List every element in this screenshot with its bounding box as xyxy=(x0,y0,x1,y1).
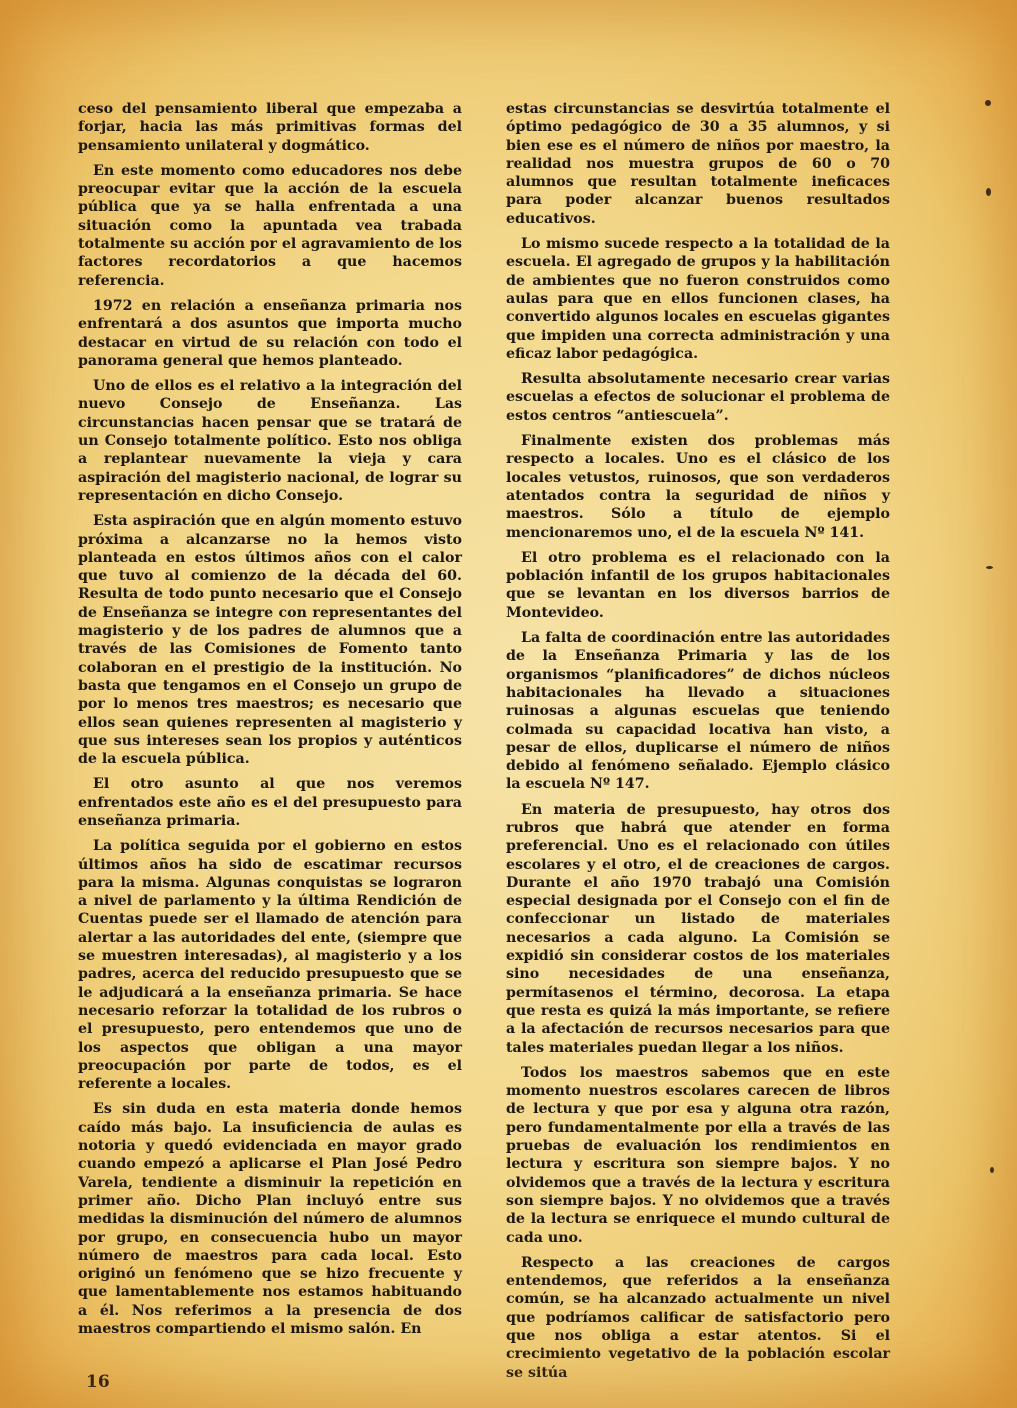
paragraph: Respecto a las creaciones de cargos entendemos, que referidos a la enseñanza común, se ha alcanzado actualmente un nivel que podríamos calificar de satisfactorio pero que nos obliga a estar atentos. Si el crecimiento vegetativo de la población escolar se sitúa xyxy=(506,1254,890,1381)
paragraph: Finalmente existen dos problemas más respecto a locales. Uno es el clásico de los locales vetustos, ruinosos, que son verdaderos atentados contra la seguridad de niños y maestros. Sólo a título de ejemplo mencionaremos uno, el de la escuela Nº 141. xyxy=(506,433,890,541)
paragraph: Es sin duda en esta materia donde hemos caído más bajo. La insuficiencia de aulas es notoria y quedó evidenciada en mayor grado cuando empezó a aplicarse el Plan José Pedro Varela, tendiente a disminuir la repetición en primer año. Dicho Plan incluyó entre sus medidas la disminución del número de alumnos por grupo, en consecuencia hubo un mayor número de maestros para cada local. Esto originó un fenómeno que se hizo frecuente y que lamentablemente nos estamos habituando a él. Nos referimos a la presencia de dos maestros compartiendo el mismo salón. En xyxy=(78,1101,462,1337)
paragraph: La falta de coordinación entre las autoridades de la Enseñanza Primaria y las de los organismos “planificadores” de dichos núcleos habitacionales ha llevado a situaciones ruinosas a algunas escuelas que teniendo colmada su capacidad locativa han visto, a pesar de ellos, duplicarse el número de niños debido al fenómeno señalado. Ejemplo clásico la escuela Nº 147. xyxy=(506,630,890,793)
ink-mark xyxy=(986,566,993,569)
right-column xyxy=(506,100,890,1389)
paragraph: En materia de presupuesto, hay otros dos rubros que habrá que atender en forma preferencial. Uno es el relacionado con útiles escolares y el otro, el de creaciones de cargos. Durante el año 1970 trabajó una Comisión especial designada por el Consejo con el fin de confeccionar un listado de materiales necesarios a cada alguno. La Comisión se expidió sin considerar costos de los materiales sino necesidades de una enseñanza, permítasenos el término, decorosa. La etapa que resta es quizá la más importante, se refiere a la afectación de recursos necesarios para que tales materiales puedan llegar a los niños. xyxy=(506,801,890,1056)
paragraph: Resulta absolutamente necesario crear varias escuelas a efectos de solucionar el problema de estos centros “antiescuela”. xyxy=(506,371,890,424)
paragraph: 1972 en relación a enseñanza primaria nos enfrentará a dos asuntos que importa mucho destacar en virtud de su relación con todo el panorama general que hemos planteado. xyxy=(78,297,462,369)
paragraph: La política seguida por el gobierno en estos últimos años ha sido de escatimar recursos para la misma. Algunas conquistas se lograron a nivel de parlamento y la última Rendición de Cuentas puede ser el llamado de atención para alertar a las autoridades del ente, (siempre que se muestren interesadas), al magisterio y a los padres, acerca del reducido presupuesto que se le adjudicará a la enseñanza primaria. Se hace necesario reforzar la totalidad de los rubros o el presupuesto, pero entendemos que uno de los aspectos que obligan a una mayor preocupación por parte de todos, es el referente a locales. xyxy=(78,838,462,1093)
paragraph: ceso del pensamiento liberal que empezaba a forjar, hacia las más primitivas formas del pensamiento unilateral y dogmático. xyxy=(78,101,462,154)
paragraph: Uno de ellos es el relativo a la integración del nuevo Consejo de Enseñanza. Las circunstancias hacen pensar que se tratará de un Consejo totalmente político. Esto nos obliga a replantear nuevamente la vieja y cara aspiración del magisterio nacional, de lograr su representación en dicho Consejo. xyxy=(78,378,462,504)
paragraph: El otro asunto al que nos veremos enfrentados este año es el del presupuesto para enseñanza primaria. xyxy=(78,776,462,829)
paragraph: estas circunstancias se desvirtúa totalmente el óptimo pedagógico de 30 a 35 alumnos, y si bien ese es el número de niños por maestro, la realidad nos muestra grupos de 60 o 70 alumnos que resultan totalmente ineficaces para poder alcanzar buenos resultados educativos. xyxy=(506,101,890,227)
paragraph: Lo mismo sucede respecto a la totalidad de la escuela. El agregado de grupos y la habilitación de ambientes que no fueron construidos como aulas para que en ellos funcionen clases, ha convertido algunos locales en escuelas gigantes que impiden una correcta administración y una eficaz labor pedagógica. xyxy=(506,236,890,362)
ink-mark xyxy=(986,188,991,196)
paragraph: El otro problema es el relacionado con la población infantil de los grupos habitacionales que se levantan en los diversos barrios de Montevideo. xyxy=(506,549,890,621)
page-number: 16 xyxy=(86,1372,110,1392)
paragraph: Todos los maestros sabemos que en este momento nuestros escolares carecen de libros de lectura y que por esa y alguna otra razón, pero fundamentalmente por ella a través de las pruebas de evaluación los rendimientos en lectura y escritura son siempre bajos. Y no olvidemos que a través de la lectura y escritura son siempre bajos. Y no olvidemos que a través de la lectura se enriquece el mundo cultural de cada uno. xyxy=(506,1064,890,1246)
left-column xyxy=(78,100,462,1345)
ink-mark xyxy=(990,1167,994,1173)
ink-mark xyxy=(985,100,991,106)
paragraph: Esta aspiración que en algún momento estuvo próxima a alcanzarse no la hemos visto planteada en estos últimos años con el calor que tuvo al comienzo de la década del 60. Resulta de todo punto necesario que el Consejo de Enseñanza se integre con representantes del magisterio y de los padres de alumnos que a través de las Comisiones de Fomento tanto colaboran en el prestigio de la institución. No basta que tengamos en el Consejo un grupo de por lo menos tres maestros; es necesario que ellos sean quienes representen al magisterio y que sus intereses sean los propios y auténticos de la escuela pública. xyxy=(78,513,462,768)
paragraph: En este momento como educadores nos debe preocupar evitar que la acción de la escuela pública que ya se halla enfrentada a una situación como la apuntada vea trabada totalmente su acción por el agravamiento de los factores recordatorios a que hacemos referencia. xyxy=(78,162,462,289)
